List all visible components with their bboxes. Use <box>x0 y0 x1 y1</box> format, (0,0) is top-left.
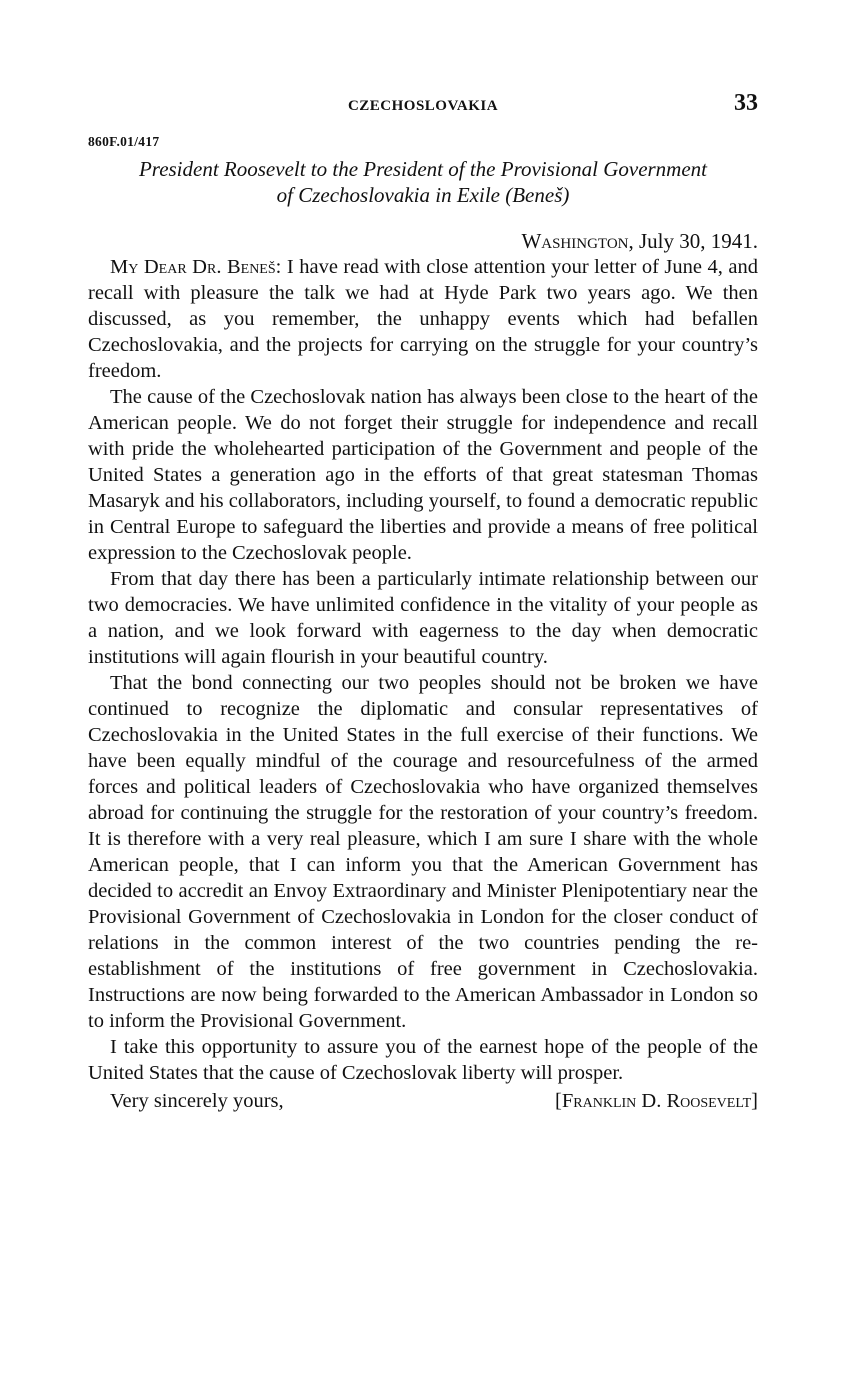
letter-paragraph-5: I take this opportunity to assure you of the earnest hope of the people of the United States that the cause of Czechoslovak liberty will prosper. <box>88 1036 758 1084</box>
document-heading <box>88 156 758 208</box>
salutation: My Dear Dr. Beneš <box>110 256 276 278</box>
running-title: CZECHOSLOVAKIA <box>347 98 499 114</box>
letter-paragraph-3: From that day there has been a particularly intimate relationship between our two democracies. We have unlimited confidence in the vitality of your people as a nation, and we look forward with eagerness to the day when democratic institutions will again flourish in your beautiful country. <box>88 568 758 668</box>
dateline-date: , July 30, 1941. <box>628 229 758 253</box>
valediction: Very sincerely yours, <box>110 1090 284 1112</box>
letter-paragraph-4: That the bond connecting our two peoples should not be broken we have continued to recognize the diplomatic and consular representatives of Czechoslovakia in the United States in the full exercise of their functions. We have been equally mindful of the courage and resourcefulness of the armed forces and political leaders of Czechoslovakia who have organized themselves abroad for continuing the struggle for the restoration of your country’s freedom. It is therefore with a very real pleasure, which I am sure I share with the whole American people, that I can inform you that the American Government has decided to accredit an Envoy Extraordinary and Minister Plenipotentiary near the Provisional Government of Czechoslovakia in London for the closer conduct of relations in the common interest of the two countries pending the re-establishment of the institutions of free government in Czechoslovakia. Instructions are now being forwarded to the American Ambassador in London so to inform the Provisional Government. <box>88 672 758 1032</box>
closing <box>88 1088 758 1114</box>
letter-paragraph-2: The cause of the Czechoslovak nation has always been close to the heart of the American people. We do not forget their struggle for independence and recall with pride the wholehearted participation of the Government and people of the United States a generation ago in the efforts of that great statesman Thomas Masaryk and his collaborators, including yourself, to found a democratic republic in Central Europe to safeguard the liberties and provide a means of free political expression to the Czechoslovak people. <box>88 386 758 564</box>
document-page <box>88 90 758 1114</box>
heading-line-2: of Czechoslovakia in Exile (Beneš) <box>276 183 570 207</box>
file-number: 860F.01/417 <box>88 134 160 149</box>
letter-paragraph-1 <box>88 254 758 384</box>
dateline-place: Washington <box>521 229 629 253</box>
paragraph-1-text: : I have read with close attention your letter of June 4, and recall with pleasure the talk we had at Hyde Park two years ago. We then discussed, as you remember, the unhappy events which had befallen Czechoslovakia, and the projects for carrying on the struggle for your country’s freedom. <box>88 256 758 382</box>
running-head <box>88 90 758 126</box>
page-number: 33 <box>734 90 758 116</box>
dateline <box>88 228 758 254</box>
heading-line-1: President Roosevelt to the President of the Provisional Government <box>138 157 708 181</box>
signature: [Franklin D. Roosevelt] <box>555 1090 758 1112</box>
